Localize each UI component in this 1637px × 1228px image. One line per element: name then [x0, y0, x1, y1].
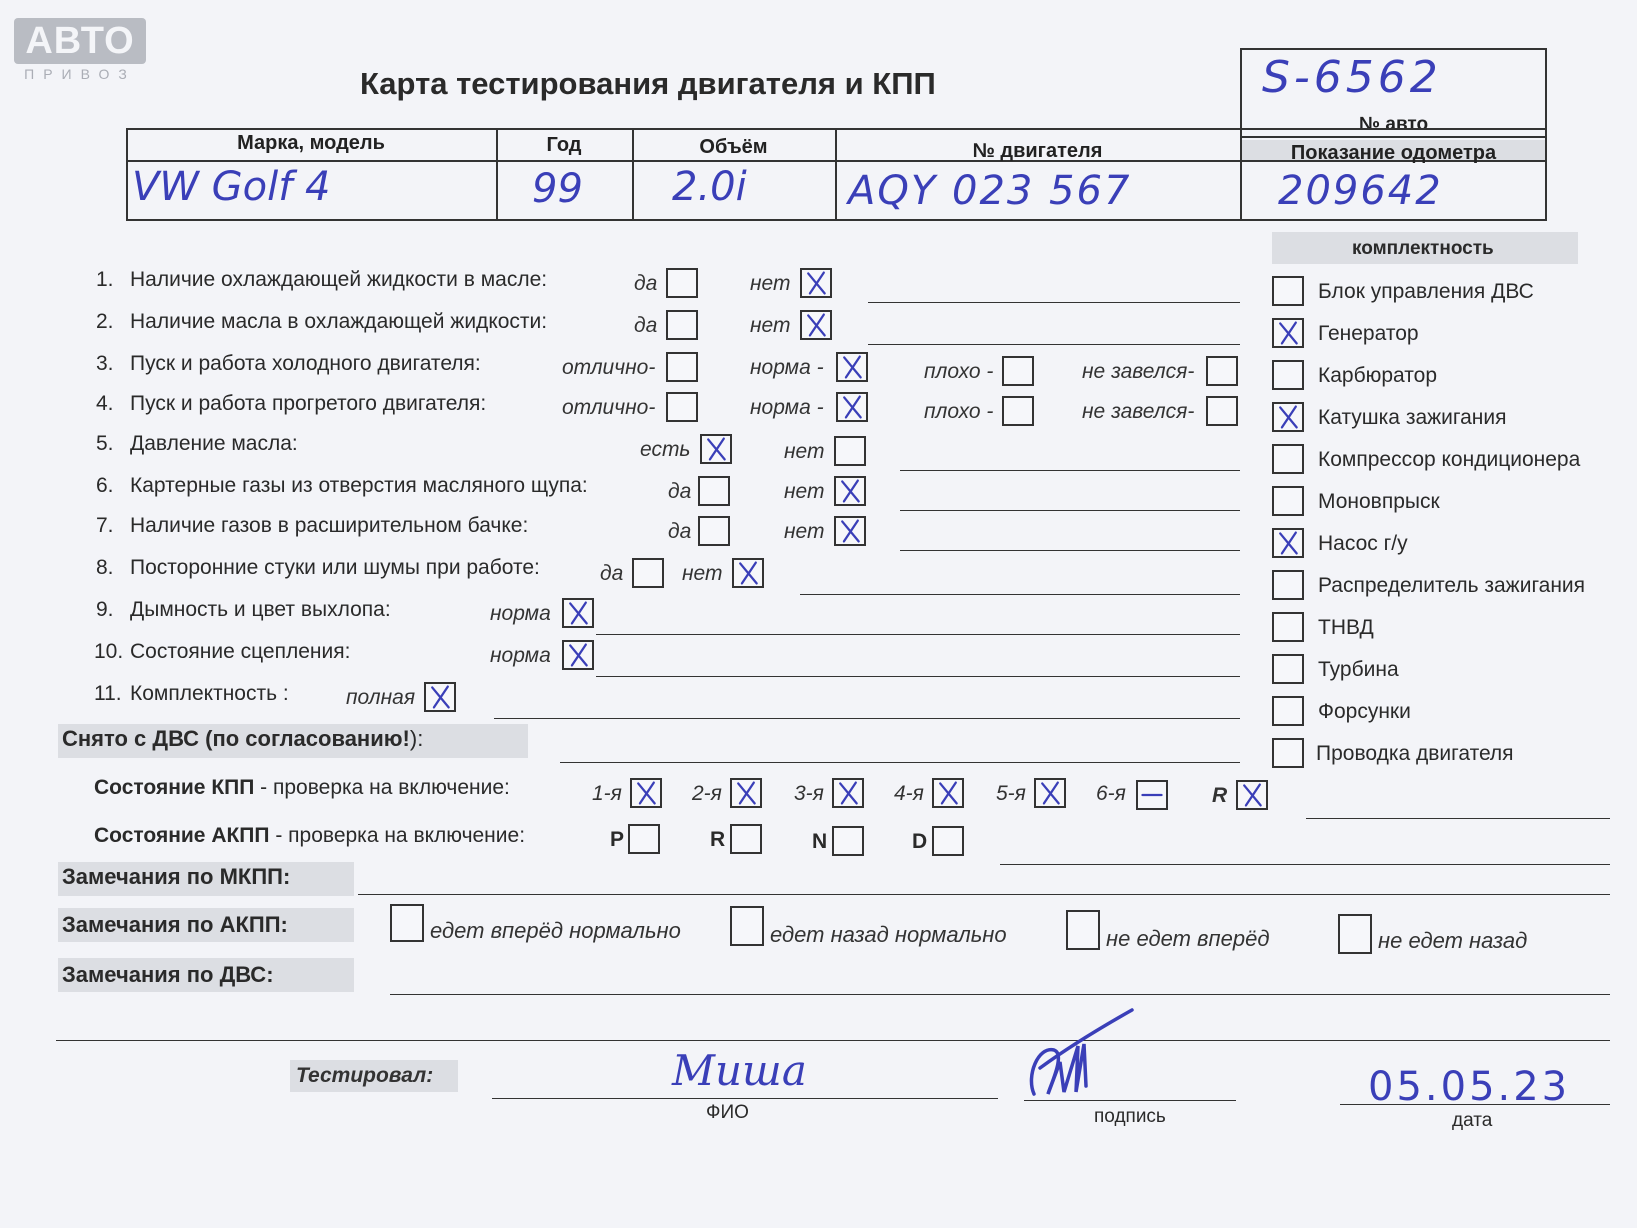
check-num-11: 11. — [94, 682, 122, 705]
completeness-checkbox[interactable] — [1272, 738, 1304, 768]
akpp-label-bold: Состояние АКПП — [94, 824, 270, 847]
answer-line — [358, 894, 1610, 895]
check-num-8: 8. — [96, 556, 114, 579]
answer-line — [560, 762, 1240, 763]
check-text-3: Пуск и работа холодного двигателя: — [130, 352, 481, 375]
option-label: полная — [346, 686, 416, 709]
gear-checkbox-checked[interactable] — [1034, 778, 1066, 808]
completeness-checkbox[interactable] — [1272, 696, 1304, 726]
checkbox[interactable] — [1002, 396, 1034, 426]
check-num-3: 3. — [96, 352, 114, 375]
year-label: Год — [546, 134, 582, 156]
option-label: отлично- — [562, 396, 656, 419]
check-num-7: 7. — [96, 514, 114, 537]
answer-line — [596, 634, 1240, 635]
auto-number-value: S-6562 — [1262, 52, 1442, 103]
odometer-label: Показание одометра — [1290, 142, 1497, 164]
option-label: нет — [750, 272, 791, 295]
checkbox-checked[interactable] — [700, 434, 732, 464]
name-label: ФИО — [706, 1102, 749, 1123]
checkbox-checked[interactable] — [800, 310, 832, 340]
checkbox[interactable] — [666, 352, 698, 382]
x-mark-icon — [1036, 780, 1064, 806]
completeness-item: Насос г/у — [1318, 532, 1408, 555]
completeness-checkbox-checked[interactable] — [1272, 318, 1304, 348]
akpp-option-checkbox[interactable] — [730, 906, 764, 946]
engine-label: № двигателя — [972, 140, 1103, 162]
removed-label-part: по согласованию! — [212, 726, 410, 751]
checkbox[interactable] — [632, 558, 664, 588]
completeness-checkbox-checked[interactable] — [1272, 402, 1304, 432]
mode-label: D — [912, 830, 928, 853]
x-mark-icon — [564, 600, 592, 626]
completeness-item: Проводка двигателя — [1316, 742, 1514, 765]
answer-line — [900, 550, 1240, 551]
brand-label: Марка, модель — [237, 132, 385, 154]
check-text-10: Состояние сцепления: — [130, 640, 351, 663]
completeness-item: Генератор — [1318, 322, 1419, 345]
removed-label-part: Снято с ДВС ( — [62, 726, 213, 751]
x-mark-icon — [1238, 782, 1266, 808]
checkbox[interactable] — [666, 310, 698, 340]
logo — [14, 18, 146, 80]
x-mark-icon — [564, 642, 592, 668]
check-text-8: Посторонние стуки или шумы при работе: — [130, 556, 540, 579]
date-value: 05.05.23 — [1368, 1064, 1571, 1110]
answer-line — [494, 718, 1240, 719]
gear-checkbox-checked[interactable] — [932, 778, 964, 808]
mode-checkbox[interactable] — [730, 824, 762, 854]
completeness-checkbox[interactable] — [1272, 444, 1304, 474]
dash-mark-icon — [1138, 782, 1166, 808]
tester-name: Миша — [672, 1046, 807, 1095]
option-label: нет — [784, 440, 825, 463]
gear-label: 2-я — [692, 782, 722, 805]
check-text-11: Комплектность : — [130, 682, 289, 705]
checkbox[interactable] — [1206, 356, 1238, 386]
gear-label: 6-я — [1096, 782, 1126, 805]
remarks-mkpp-label: Замечания по МКПП: — [62, 864, 291, 889]
x-mark-icon — [834, 780, 862, 806]
checkbox[interactable] — [1002, 356, 1034, 386]
answer-line — [390, 994, 1610, 995]
gear-label: 3-я — [794, 782, 824, 805]
option-label: да — [600, 562, 624, 585]
option-label: норма — [490, 644, 551, 667]
volume-label: Объём — [699, 136, 768, 158]
answer-line — [1000, 864, 1610, 865]
option-label: да — [668, 480, 692, 503]
page-title: Карта тестирования двигателя и КПП — [360, 66, 936, 101]
option-label: норма — [490, 602, 551, 625]
answer-line — [868, 302, 1240, 303]
mode-label: R — [710, 828, 726, 851]
completeness-item: Форсунки — [1318, 700, 1411, 723]
checkbox[interactable] — [1206, 396, 1238, 426]
x-mark-icon — [802, 270, 830, 296]
option-label: нет — [750, 314, 791, 337]
option-label: не завелся- — [1082, 400, 1195, 423]
answer-line — [1306, 818, 1610, 819]
option-label: да — [634, 314, 658, 337]
x-mark-icon — [426, 684, 454, 710]
checkbox-checked[interactable] — [732, 558, 764, 588]
x-mark-icon — [1274, 404, 1302, 430]
option-label: нет — [784, 480, 825, 503]
option-label: да — [668, 520, 692, 543]
x-mark-icon — [838, 394, 866, 420]
kpp-label — [94, 776, 510, 800]
gear-checkbox-na[interactable] — [1136, 780, 1168, 810]
x-mark-icon — [836, 478, 864, 504]
gear-checkbox-checked[interactable] — [630, 778, 662, 808]
check-text-7: Наличие газов в расширительном бачке: — [130, 514, 529, 537]
mode-checkbox[interactable] — [628, 824, 660, 854]
completeness-checkbox[interactable] — [1272, 486, 1304, 516]
signature — [1020, 1006, 1140, 1102]
akpp-option-label: едет вперёд нормально — [430, 918, 681, 943]
date-line — [1340, 1104, 1610, 1105]
checkbox[interactable] — [666, 268, 698, 298]
option-label: не завелся- — [1082, 360, 1195, 383]
sign-line — [1024, 1100, 1236, 1101]
check-text-2: Наличие масла в охлаждающей жидкости: — [130, 310, 548, 333]
answer-line — [596, 676, 1240, 677]
completeness-item: Моновпрыск — [1318, 490, 1440, 513]
check-num-5: 5. — [96, 432, 114, 455]
check-text-9: Дымность и цвет выхлопа: — [130, 598, 391, 621]
answer-line — [800, 594, 1240, 595]
x-mark-icon — [836, 518, 864, 544]
akpp-label — [94, 824, 525, 848]
gear-checkbox-checked[interactable] — [730, 778, 762, 808]
completeness-checkbox[interactable] — [1272, 276, 1304, 306]
checkbox[interactable] — [834, 436, 866, 466]
checkbox[interactable] — [698, 476, 730, 506]
gear-label: 4-я — [894, 782, 924, 805]
engine-value: AQY 023 567 — [848, 168, 1132, 214]
answer-line — [868, 344, 1240, 345]
check-num-10: 10. — [94, 640, 124, 663]
tested-label: Тестировал: — [296, 1064, 434, 1087]
mode-checkbox[interactable] — [832, 826, 864, 856]
logo-brand: АВТО — [14, 18, 146, 64]
x-mark-icon — [734, 560, 762, 586]
check-num-2: 2. — [96, 310, 114, 333]
completeness-checkbox[interactable] — [1272, 360, 1304, 390]
completeness-item: ТНВД — [1318, 616, 1374, 639]
removed-label — [62, 726, 423, 752]
completeness-checkbox[interactable] — [1272, 570, 1304, 600]
checkbox[interactable] — [698, 516, 730, 546]
remarks-akpp-label: Замечания по АКПП: — [62, 912, 288, 937]
check-text-6: Картерные газы из отверстия масляного щупа: — [130, 474, 588, 497]
x-mark-icon — [1274, 320, 1302, 346]
gear-label: 5-я — [996, 782, 1026, 805]
checkbox-checked[interactable] — [800, 268, 832, 298]
check-num-6: 6. — [96, 474, 114, 497]
option-label: да — [634, 272, 658, 295]
removed-label-part: ): — [409, 726, 424, 751]
answer-line — [900, 470, 1240, 471]
checkbox-checked[interactable] — [834, 476, 866, 506]
akpp-option-label: не едет вперёд — [1106, 926, 1270, 951]
check-num-4: 4. — [96, 392, 114, 415]
date-label: дата — [1452, 1110, 1493, 1131]
checkbox[interactable] — [666, 392, 698, 422]
option-label: нет — [784, 520, 825, 543]
x-mark-icon — [934, 780, 962, 806]
completeness-item: Распределитель зажигания — [1318, 574, 1586, 597]
check-num-1: 1. — [96, 268, 114, 291]
x-mark-icon — [632, 780, 660, 806]
brand-value: VW Golf 4 — [132, 164, 331, 210]
odometer-value: 209642 — [1278, 168, 1443, 214]
completeness-item: Карбюратор — [1318, 364, 1438, 387]
x-mark-icon — [1274, 530, 1302, 556]
logo-sub: ПРИВОЗ — [24, 66, 136, 82]
mode-checkbox[interactable] — [932, 826, 964, 856]
gear-label: 1-я — [592, 782, 622, 805]
completeness-item: Катушка зажигания — [1318, 406, 1507, 429]
check-text-4: Пуск и работа прогретого двигателя: — [130, 392, 487, 415]
gear-label: R — [1212, 784, 1228, 807]
name-line — [492, 1098, 998, 1099]
volume-value: 2.0i — [672, 164, 747, 210]
completeness-item: Компрессор кондиционера — [1318, 448, 1581, 471]
mode-label: N — [812, 830, 828, 853]
check-text-1: Наличие охлаждающей жидкости в масле: — [130, 268, 548, 291]
completeness-checkbox[interactable] — [1272, 612, 1304, 642]
option-label: плохо - — [924, 360, 994, 383]
x-mark-icon — [702, 436, 730, 462]
kpp-label-rest: - проверка на включение: — [254, 776, 510, 799]
completeness-item: Блок управления ДВС — [1318, 280, 1534, 303]
x-mark-icon — [838, 354, 866, 380]
akpp-option-checkbox[interactable] — [1338, 914, 1372, 954]
checkbox-checked[interactable] — [836, 392, 868, 422]
checkbox-checked[interactable] — [834, 516, 866, 546]
answer-line — [56, 1040, 1610, 1041]
completeness-item: Турбина — [1318, 658, 1399, 681]
gear-checkbox-checked[interactable] — [1236, 780, 1268, 810]
checkbox-checked[interactable] — [562, 598, 594, 628]
x-mark-icon — [802, 312, 830, 338]
check-text-5: Давление масла: — [130, 432, 298, 455]
akpp-label-rest: - проверка на включение: — [269, 824, 526, 847]
option-label: норма - — [750, 356, 824, 379]
option-label: норма - — [750, 396, 824, 419]
completeness-checkbox[interactable] — [1272, 654, 1304, 684]
remarks-dvs-label: Замечания по ДВС: — [62, 962, 274, 987]
completeness-checkbox-checked[interactable] — [1272, 528, 1304, 558]
checkbox-checked[interactable] — [562, 640, 594, 670]
gear-checkbox-checked[interactable] — [832, 778, 864, 808]
option-label: плохо - — [924, 400, 994, 423]
mode-label: P — [610, 828, 625, 851]
kpp-label-bold: Состояние КПП — [94, 776, 255, 799]
option-label: есть — [640, 438, 691, 461]
checkbox-checked[interactable] — [424, 682, 456, 712]
year-value: 99 — [532, 166, 583, 212]
auto-number-label: № авто — [1358, 114, 1429, 135]
answer-line — [900, 510, 1240, 511]
check-num-9: 9. — [96, 598, 114, 621]
akpp-option-checkbox[interactable] — [390, 904, 424, 942]
option-label: нет — [682, 562, 723, 585]
x-mark-icon — [732, 780, 760, 806]
completeness-title: комплектность — [1352, 238, 1494, 259]
checkbox-checked[interactable] — [836, 352, 868, 382]
akpp-option-label: едет назад нормально — [770, 922, 1007, 947]
akpp-option-checkbox[interactable] — [1066, 910, 1100, 950]
option-label: отлично- — [562, 356, 656, 379]
akpp-option-label: не едет назад — [1378, 928, 1528, 953]
sign-label: подпись — [1094, 1106, 1166, 1127]
